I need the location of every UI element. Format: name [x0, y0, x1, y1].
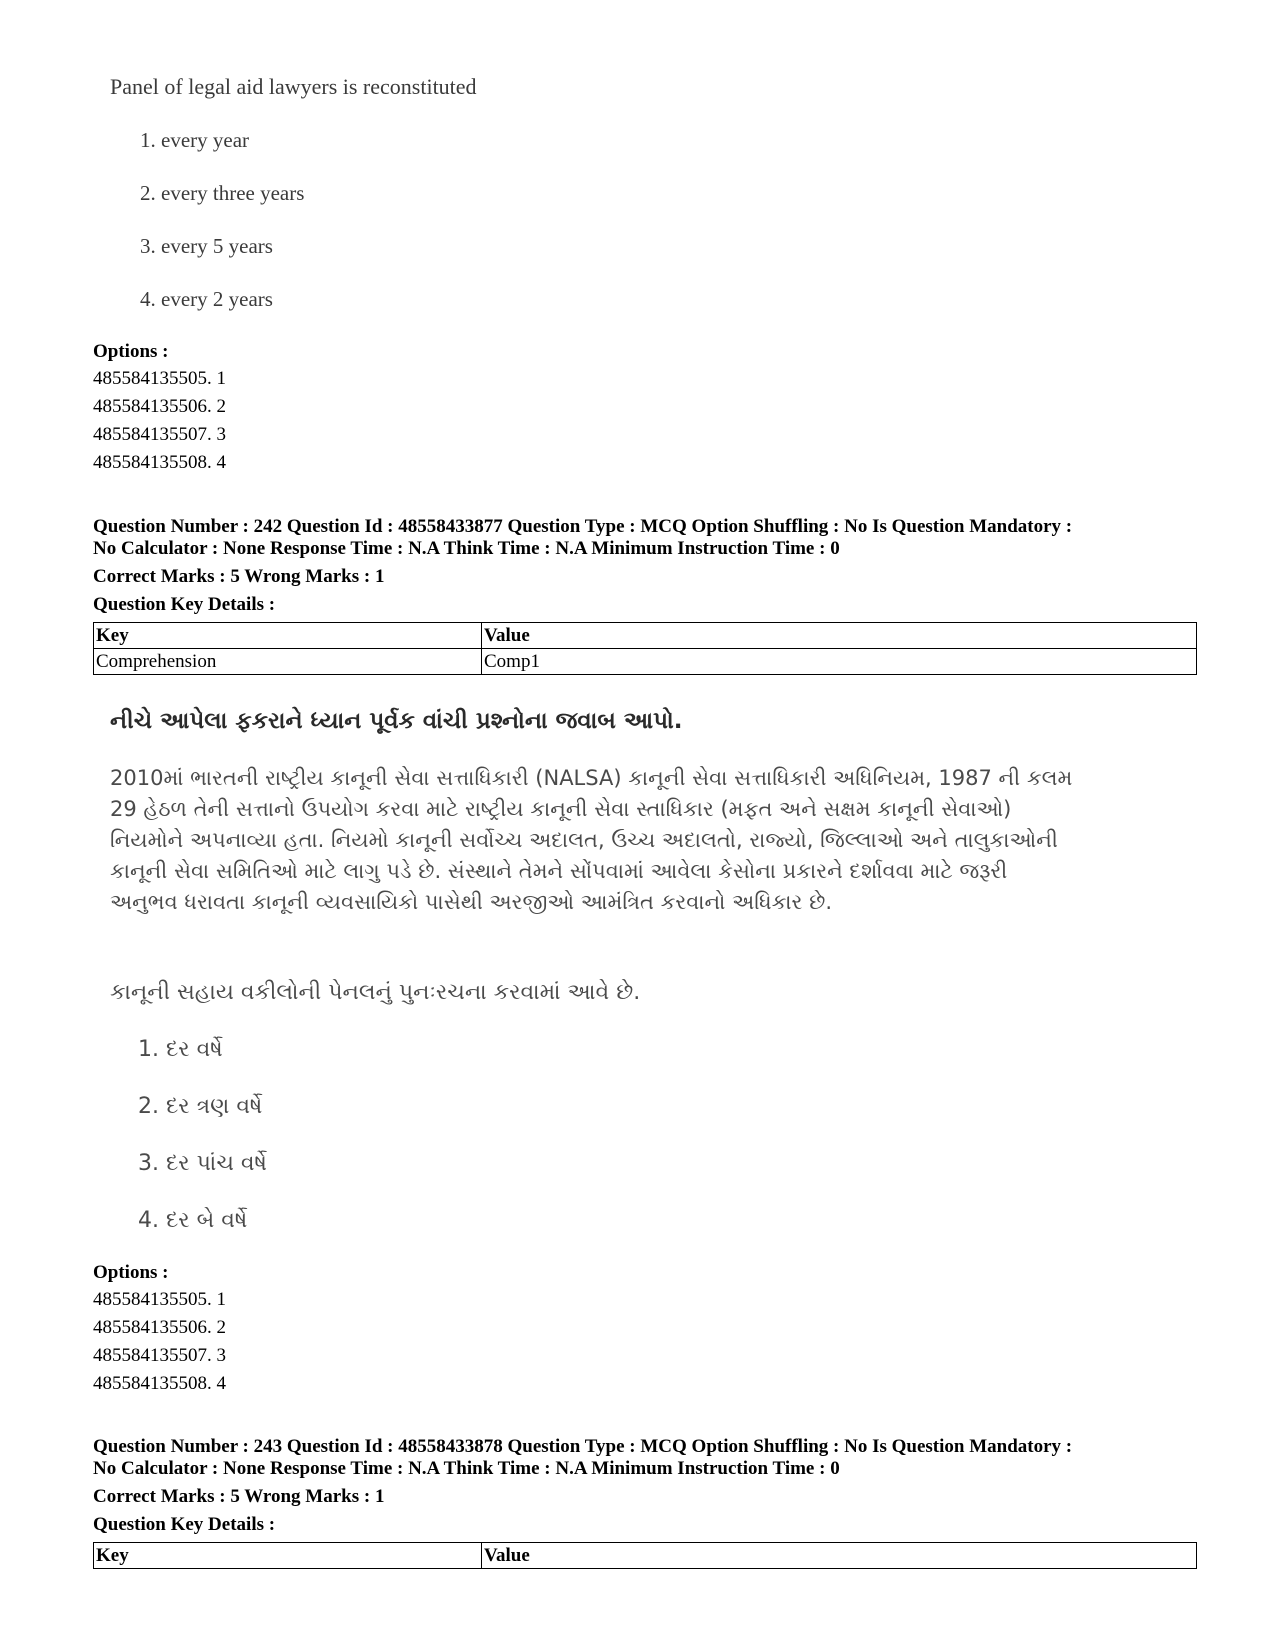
question-header-line1: Question Number : 243 Question Id : 48558433878 Question Type : MCQ Option Shuffling : No Is Question Mandatory :	[93, 1436, 1073, 1457]
table-header-key: Key	[94, 1543, 482, 1569]
table-header-row	[94, 1543, 1197, 1569]
choice-gu-3: 3. દર પાંચ વર્ષે	[138, 1151, 267, 1176]
marks-line: Correct Marks : 5 Wrong Marks : 1	[93, 566, 385, 587]
choice-en-1: 1. every year	[140, 128, 250, 152]
option-id: 485584135506. 2	[93, 1317, 226, 1338]
option-id: 485584135508. 4	[93, 1373, 226, 1394]
passage-title: નીચે આપેલા ફકરાને ધ્યાન પૂર્વક વાંચી પ્રશ્નોના જવાબ આપો.	[110, 708, 683, 734]
key-details-label: Question Key Details :	[93, 1514, 276, 1535]
question-header-line2: No Calculator : None Response Time : N.A Think Time : N.A Minimum Instruction Time : 0	[93, 538, 840, 559]
option-id: 485584135505. 1	[93, 1289, 226, 1310]
passage-body	[110, 763, 1072, 918]
question-header-line2: No Calculator : None Response Time : N.A Think Time : N.A Minimum Instruction Time : 0	[93, 1458, 840, 1479]
passage-line: નિયમોને અપનાવ્યા હતા. નિયમો કાનૂની સર્વોચ્ચ અદાલત, ઉચ્ચ અદાલતો, રાજ્યો, જિલ્લાઓ અને તાલુકાઓની	[110, 828, 1058, 852]
table-header-row	[94, 623, 1197, 649]
passage-line: અનુભવ ધરાવતા કાનૂની વ્યવસાયિકો પાસેથી અરજીઓ આમંત્રિત કરવાનો અધિકાર છે.	[110, 890, 832, 914]
choice-en-4: 4. every 2 years	[140, 287, 273, 311]
table-header-key: Key	[94, 623, 482, 649]
option-id: 485584135507. 3	[93, 1345, 226, 1366]
choice-gu-1: 1. દર વર્ષે	[138, 1037, 223, 1062]
passage-line: કાનૂની સેવા સમિતિઓ માટે લાગુ પડે છે. સંસ્થાને તેમને સોંપવામાં આવેલા કેસોના પ્રકારને દર્શાવવા માટે જરૂરી	[110, 859, 1008, 883]
choice-gu-2: 2. દર ત્રણ વર્ષે	[138, 1094, 263, 1119]
option-id: 485584135508. 4	[93, 452, 226, 473]
marks-line: Correct Marks : 5 Wrong Marks : 1	[93, 1486, 385, 1507]
choice-en-3: 3. every 5 years	[140, 234, 273, 258]
key-value-table	[93, 622, 1197, 675]
choice-en-2: 2. every three years	[140, 181, 305, 205]
option-id: 485584135507. 3	[93, 424, 226, 445]
table-header-value: Value	[482, 1543, 1197, 1569]
table-cell-key: Comprehension	[94, 649, 482, 675]
passage-line: 29 હેઠળ તેની સત્તાનો ઉપયોગ કરવા માટે રાષ્ટ્રીય કાનૂની સેવા સ્તાધિકાર (મફત અને સક્ષમ કાનૂની સેવાઓ)	[110, 797, 1012, 821]
question-stem-en: Panel of legal aid lawyers is reconstituted	[110, 74, 477, 99]
table-cell-value: Comp1	[482, 649, 1197, 675]
question-stem-gu: કાનૂની સહાય વકીલોની પેનલનું પુનઃરચના કરવામાં આવે છે.	[110, 980, 641, 1005]
option-id: 485584135506. 2	[93, 396, 226, 417]
options-label: Options :	[93, 1262, 169, 1283]
key-details-label: Question Key Details :	[93, 594, 276, 615]
options-label: Options :	[93, 341, 169, 362]
choice-gu-4: 4. દર બે વર્ષે	[138, 1208, 248, 1233]
passage-line: 2010માં ભારતની રાષ્ટ્રીય કાનૂની સેવા સત્તાધિકારી (NALSA) કાનૂની સેવા સત્તાધિકારી અધિનિયમ, 1987 ની કલમ	[110, 766, 1073, 790]
key-value-table	[93, 1542, 1197, 1569]
question-header-line1: Question Number : 242 Question Id : 48558433877 Question Type : MCQ Option Shuffling : No Is Question Mandatory :	[93, 516, 1073, 537]
option-id: 485584135505. 1	[93, 368, 226, 389]
table-row	[94, 649, 1197, 675]
table-header-value: Value	[482, 623, 1197, 649]
